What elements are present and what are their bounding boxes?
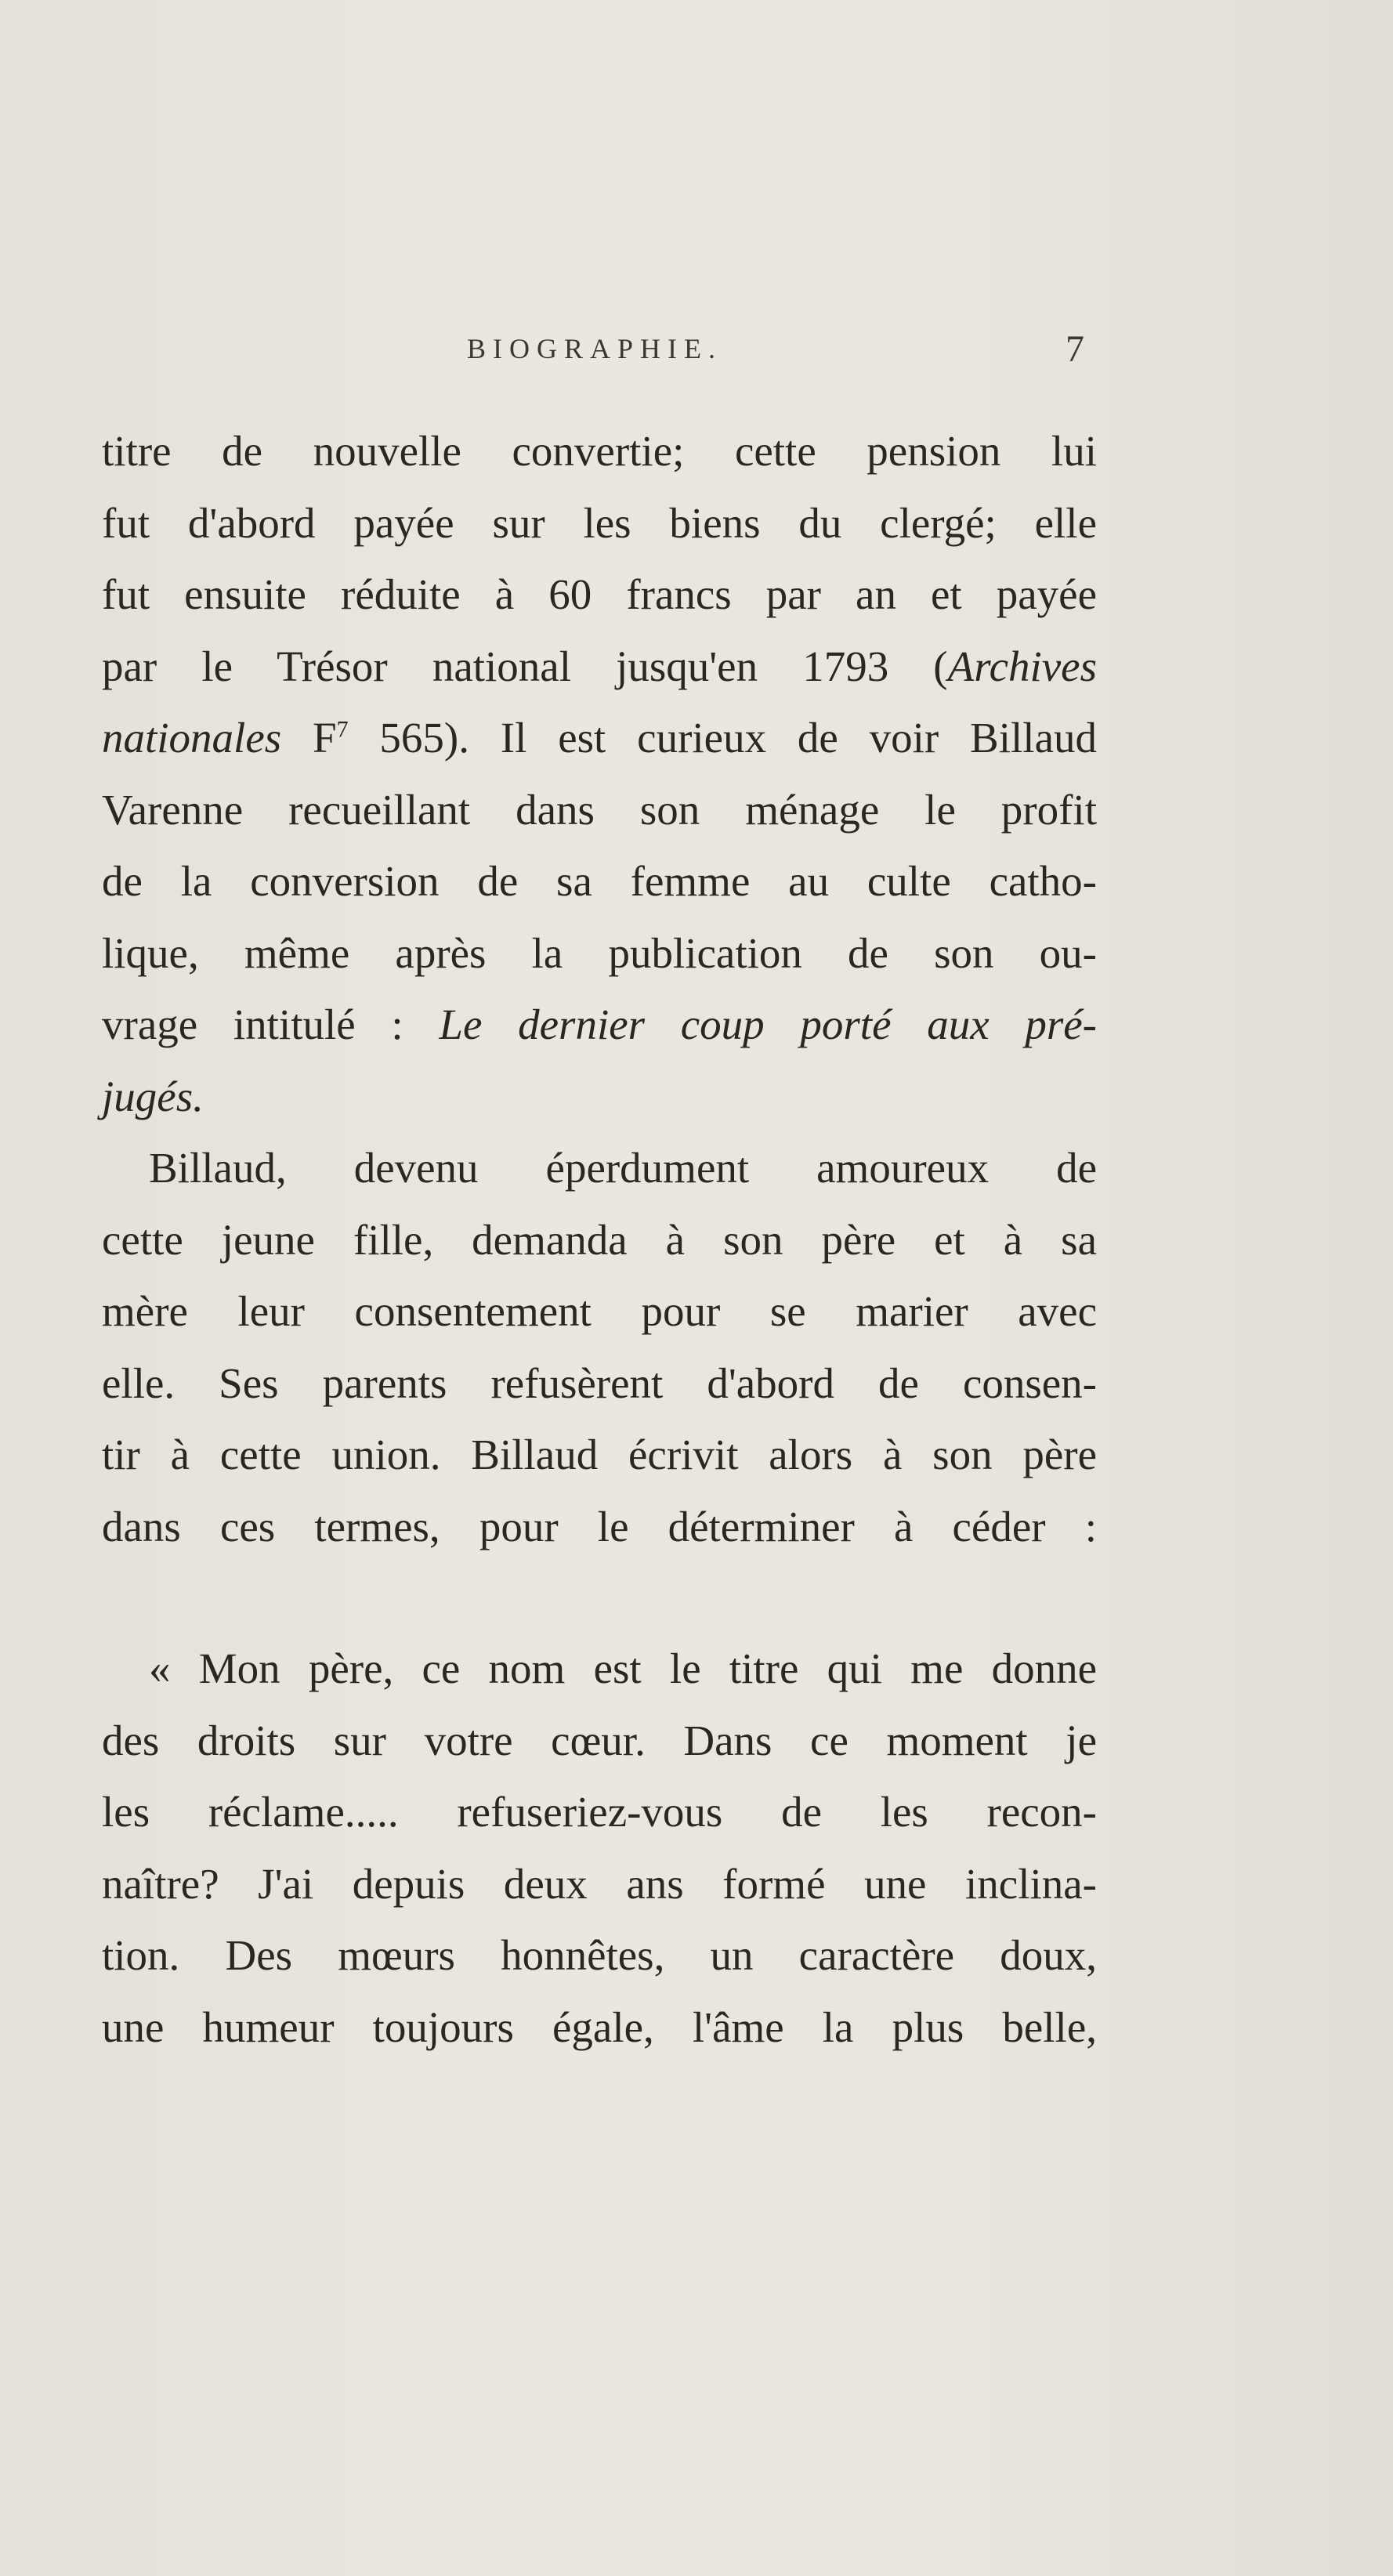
text-line: des droits sur votre cœur. Dans ce moment je xyxy=(102,1716,1097,1764)
text-line: les réclame..... refuseriez-vous de les recon- xyxy=(102,1788,1097,1836)
text-line: dans ces termes, pour le déterminer à céder : xyxy=(102,1502,1097,1550)
text-segment: F xyxy=(281,714,337,762)
text-line: cette jeune fille, demanda à son père et à sa xyxy=(102,1215,1097,1264)
italic-segment: Le dernier coup porté aux pré- xyxy=(439,1000,1097,1048)
paragraph-2 xyxy=(102,1132,1097,1562)
quoted-letter xyxy=(102,1633,1097,2063)
text-line xyxy=(102,1061,1097,1133)
text-line: mère leur consentement pour se marier avec xyxy=(102,1287,1097,1335)
paragraph-1 xyxy=(102,415,1097,1132)
text-segment: vrage intitulé : xyxy=(102,1000,440,1048)
text-line: Billaud, devenu éperdument amoureux de xyxy=(149,1144,1097,1192)
text-line: Varenne recueillant dans son ménage le profit xyxy=(102,785,1097,834)
text-line: fut ensuite réduite à 60 francs par an et payée xyxy=(102,570,1097,618)
text-line: lique, même après la publication de son ou- xyxy=(102,928,1097,977)
text-line: fut d'abord payée sur les biens du clergé; elle xyxy=(102,498,1097,547)
text-segment: par le Trésor national jusqu'en 1793 ( xyxy=(102,642,948,690)
page-number: 7 xyxy=(1066,328,1084,370)
text-line: naître? J'ai depuis deux ans formé une inclina- xyxy=(102,1859,1097,1908)
italic-segment: Archives xyxy=(947,642,1097,690)
running-head xyxy=(102,327,1097,374)
text-line: tion. Des mœurs honnêtes, un caractère doux, xyxy=(102,1931,1097,1979)
superscript: 7 xyxy=(336,716,349,743)
text-line: elle. Ses parents refusèrent d'abord de consen- xyxy=(102,1359,1097,1407)
body-text xyxy=(102,415,1097,2063)
text-line: titre de nouvelle convertie; cette pension lui xyxy=(102,427,1097,475)
italic-segment: jugés. xyxy=(102,1072,204,1120)
text-line: « Mon père, ce nom est le titre qui me donne xyxy=(149,1644,1097,1692)
text-segment: 565). Il est curieux de voir Billaud xyxy=(348,714,1098,762)
text-line: tir à cette union. Billaud écrivit alors à son père xyxy=(102,1431,1097,1478)
italic-segment: nationales xyxy=(102,714,282,762)
paragraph-gap xyxy=(102,1562,1097,1633)
text-line xyxy=(102,631,1097,703)
running-title: BIOGRAPHIE. xyxy=(467,333,723,364)
text-line: une humeur toujours égale, l'âme la plus belle, xyxy=(102,2003,1097,2051)
text-line xyxy=(102,702,1097,774)
text-line xyxy=(102,989,1097,1061)
text-line: de la conversion de sa femme au culte catho- xyxy=(102,857,1097,905)
